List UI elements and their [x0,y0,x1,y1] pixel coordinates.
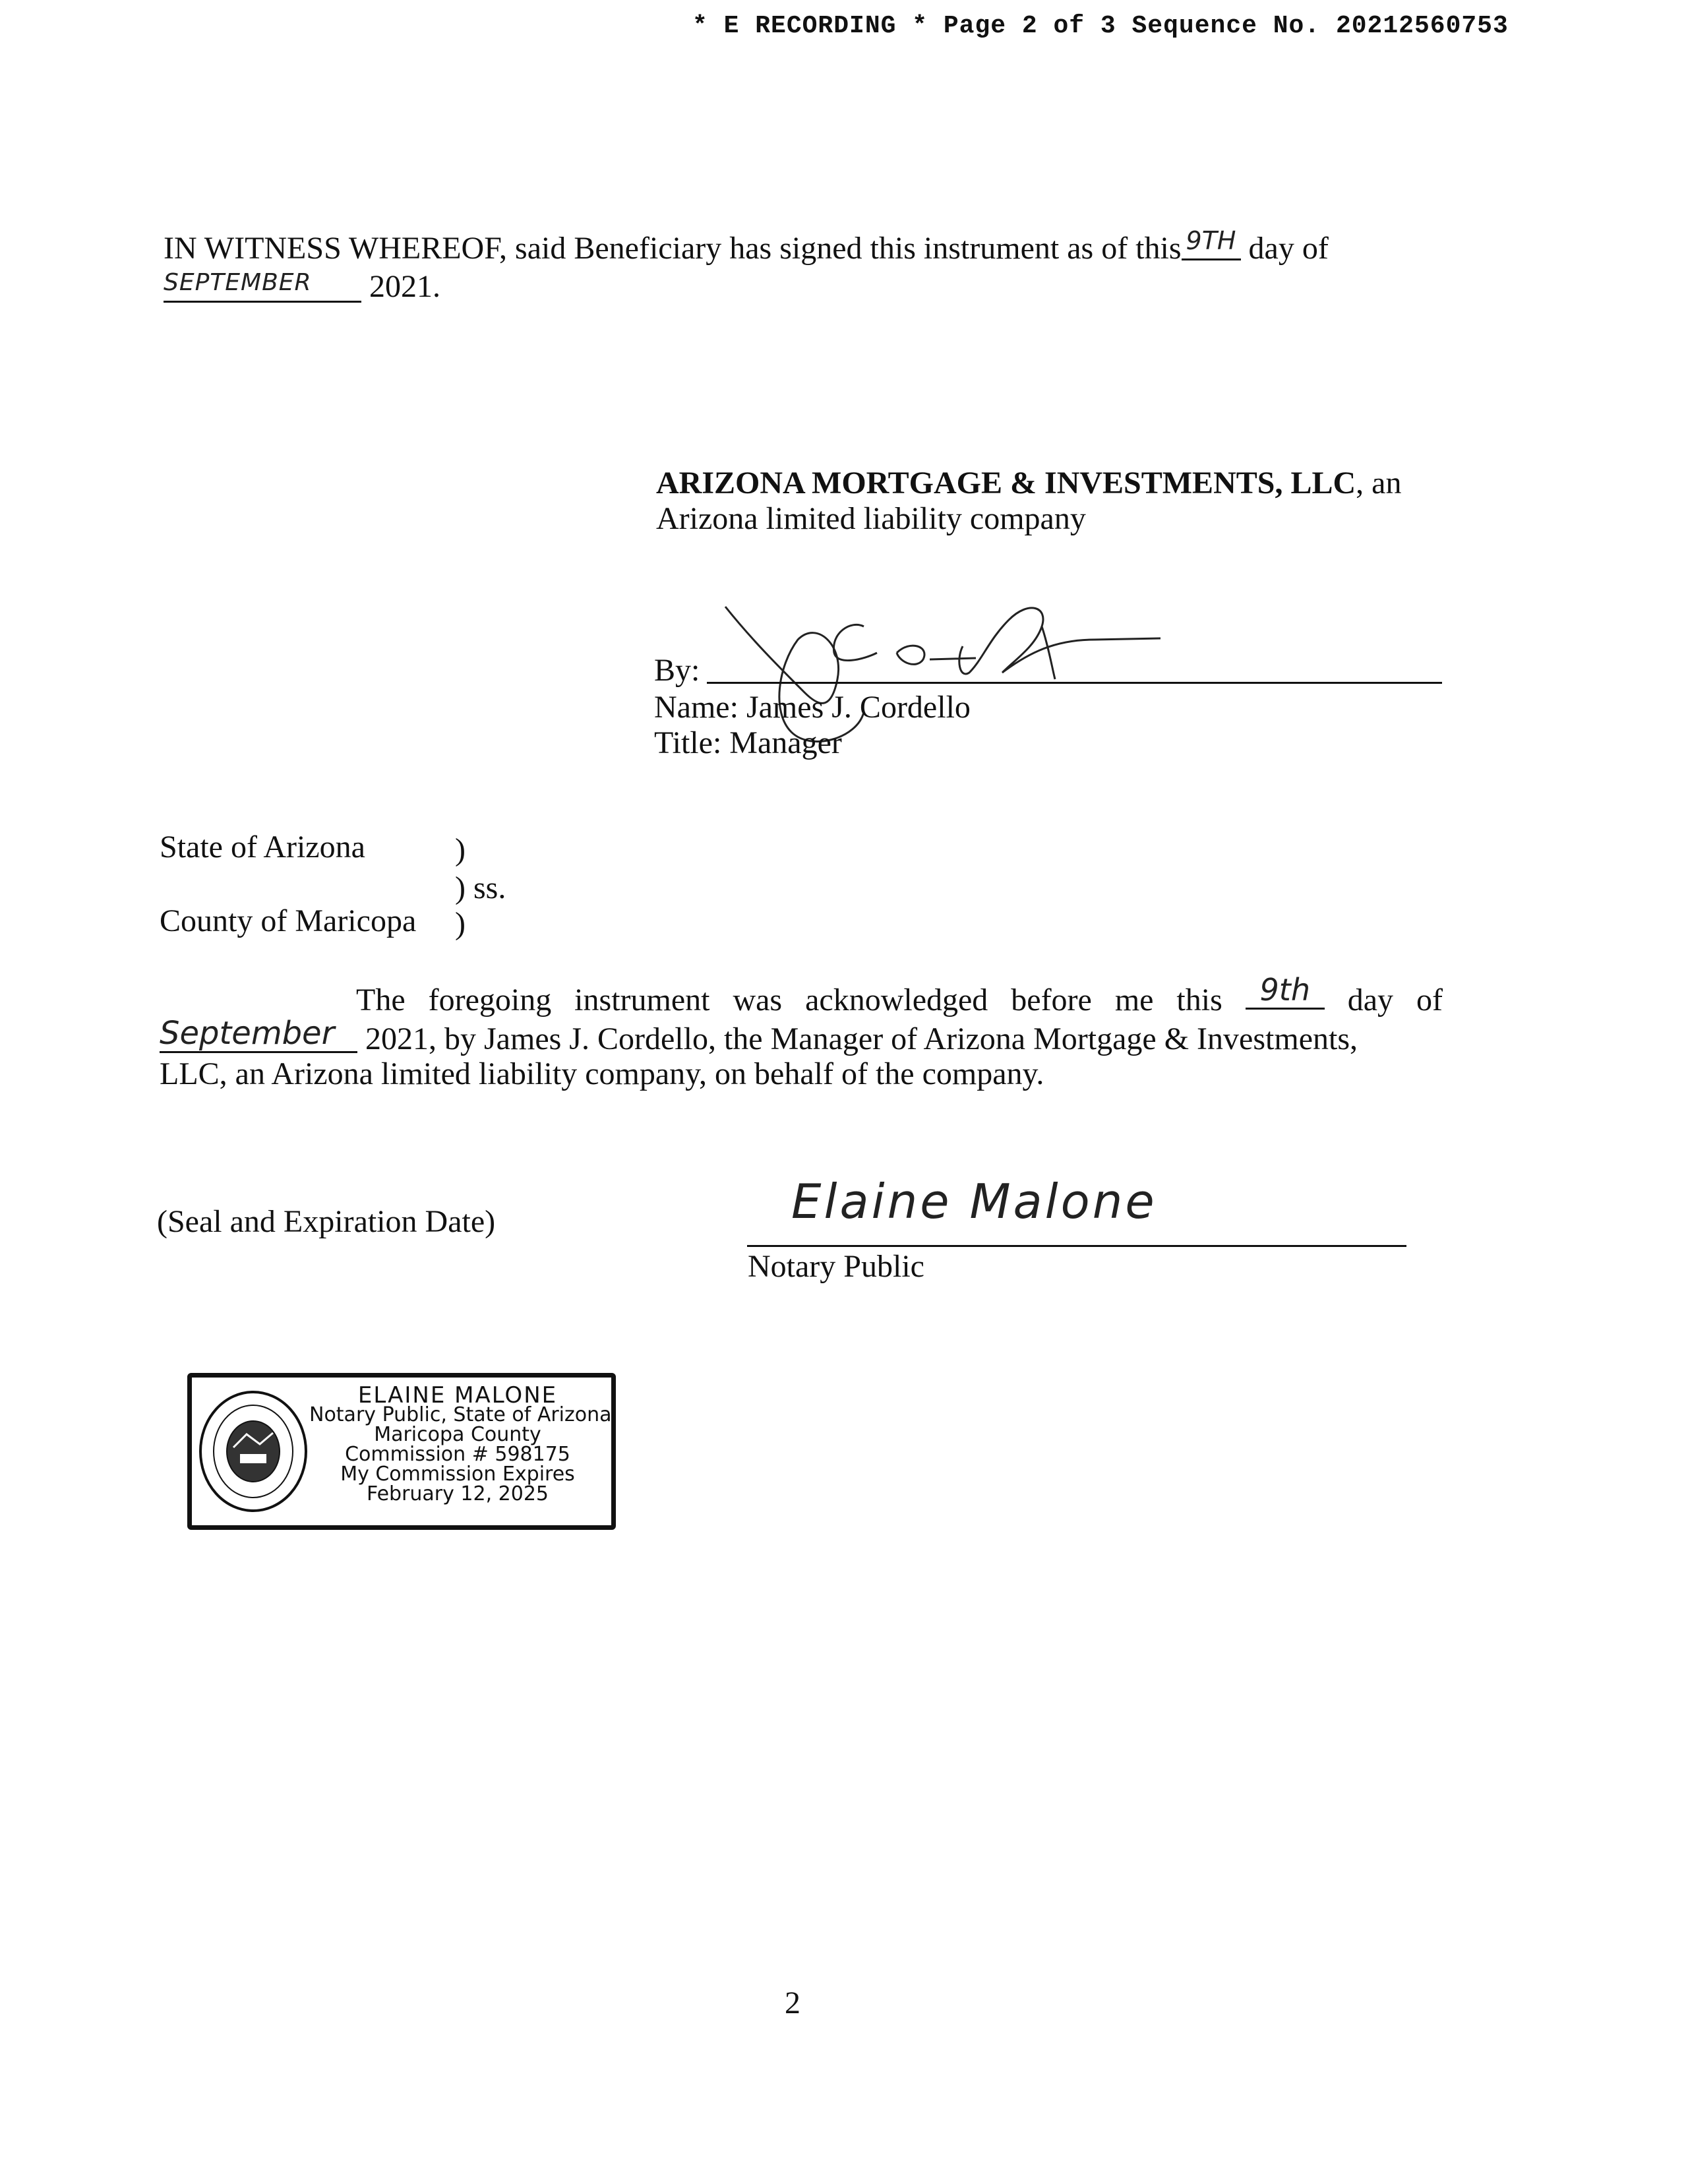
ack-word: me [1114,983,1154,1017]
venue-paren-1: ) [455,832,466,867]
stamp-line: Maricopa County [374,1423,541,1446]
ack-word: of [1416,983,1443,1017]
venue-county: County of Maricopa [160,903,417,938]
venue-ss: ) ss. [455,870,506,905]
stamp-line: February 12, 2025 [366,1482,549,1505]
company-name: ARIZONA MORTGAGE & INVESTMENTS, LLC [656,466,1356,501]
ack-day-handwritten: 9th [1246,972,1325,1010]
signature-rule [707,682,1442,684]
stamp-line: My Commission Expires [340,1463,575,1486]
recording-header: * E RECORDING * Page 2 of 3 Sequence No. 20212560753 [692,12,1509,40]
witness-day-handwritten: 9TH [1182,223,1241,260]
notary-signature: Elaine Malone [791,1174,1157,1229]
witness-month-handwritten: SEPTEMBER [164,265,361,303]
witness-line-2 [164,269,440,309]
title-line: Title: Manager [654,725,842,760]
witness-text-start: IN WITNESS WHEREOF, said Beneficiary has signed this instrument as of this [164,231,1182,266]
ack-month-handwritten: September [160,1016,357,1053]
stamp-text [309,1382,612,1505]
by-line [654,653,1442,688]
ack-word: day [1347,983,1394,1017]
by-label: By: [654,653,700,688]
company-descriptor: Arizona limited liability company [656,501,1086,536]
stamp-notary-name: ELAINE MALONE [357,1382,558,1409]
ack-word: before [1011,983,1092,1017]
name-line: Name: James J. Cordello [654,690,971,725]
ack-word: acknowledged [805,983,988,1017]
ack-word: this [1176,983,1222,1017]
venue-paren-3: ) [455,906,466,941]
ack-word: was [733,983,783,1017]
ack-line-3: LLC, an Arizona limited liability company, on behalf of the company. [160,1056,1044,1091]
company-name-suffix: , an [1356,466,1402,501]
stamp-line: Notary Public, State of Arizona [309,1403,612,1426]
company-line [656,466,1401,501]
notary-label: Notary Public [748,1249,924,1284]
stamp-line: Commission # 598175 [345,1443,570,1466]
ack-line-2-text: 2021, by James J. Cordello, the Manager of Arizona Mortgage & Investments, [365,1021,1358,1056]
witness-line-1 [164,226,1329,270]
arizona-seal-icon [197,1388,309,1515]
witness-year: 2021. [369,269,440,304]
ack-line-1 [356,972,1443,1020]
ack-word: The [356,983,406,1017]
page-number: 2 [785,1986,800,2020]
ack-word: instrument [574,983,710,1017]
seal-label: (Seal and Expiration Date) [157,1204,496,1239]
ack-word: foregoing [428,983,552,1017]
notary-signature-rule [747,1245,1406,1247]
venue-state: State of Arizona [160,830,365,864]
notary-stamp [187,1373,616,1530]
witness-text-end: day of [1248,231,1329,266]
ack-line-2 [160,1015,1358,1058]
